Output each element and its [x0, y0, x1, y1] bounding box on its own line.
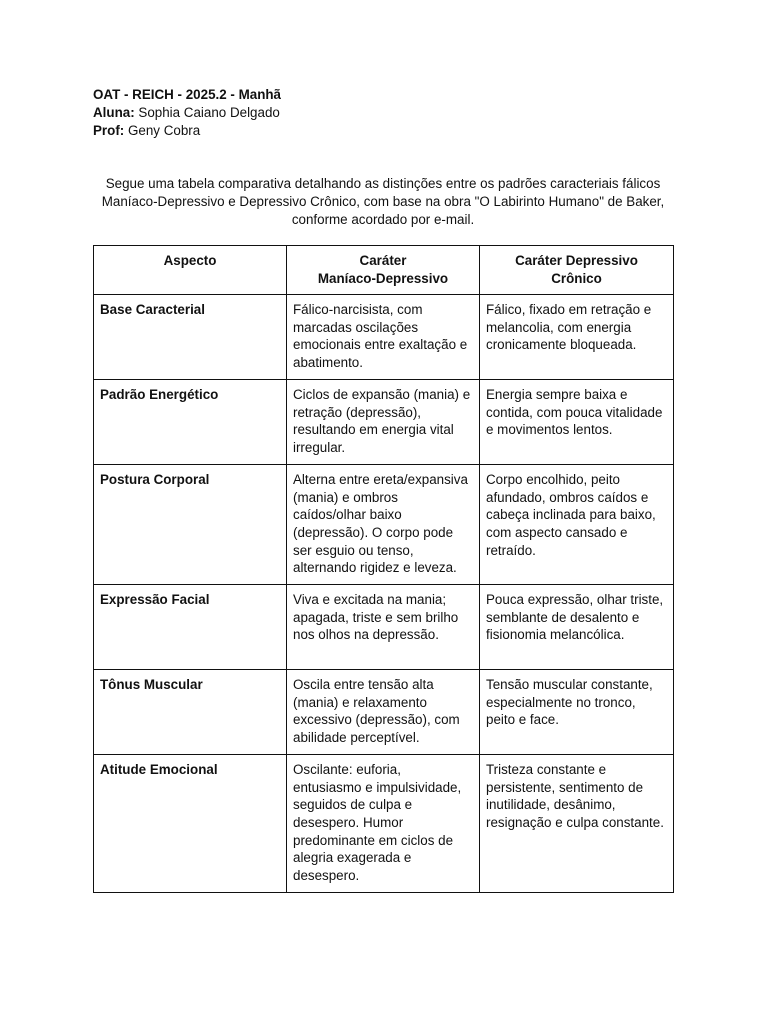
- row-aspect: Tônus Muscular: [94, 670, 287, 755]
- intro-paragraph: Segue uma tabela comparativa detalhando as distinções entre os padrões caracteriais fálicos Maníaco-Depressivo e Depressivo Crônico, com base na obra "O Labirinto Humano" de Baker, conforme acordado por e-mail.: [101, 176, 665, 227]
- table-row: [94, 585, 674, 670]
- row-aspect: Base Caracterial: [94, 295, 287, 380]
- header-aspect: [94, 246, 287, 295]
- row-chronic-cell: Fálico, fixado em retração e melancolia, com energia cronicamente bloqueada.: [480, 295, 674, 380]
- header-manic-depressive: [287, 246, 480, 295]
- header-manic-line1: Caráter: [359, 253, 407, 268]
- header-chronic-depressive: [480, 246, 674, 295]
- table-row: [94, 465, 674, 585]
- row-chronic-cell: Tristeza constante e persistente, sentimento de inutilidade, desânimo, resignação e culpa constante.: [480, 755, 674, 893]
- row-manic-cell: Oscilante: euforia, entusiasmo e impulsividade, seguidos de culpa e desespero. Humor predominante em ciclos de alegria exagerada e desespero.: [287, 755, 480, 893]
- row-aspect: Atitude Emocional: [94, 755, 287, 893]
- header-aspect-label: Aspecto: [163, 253, 217, 268]
- row-manic-cell: Oscila entre tensão alta (mania) e relaxamento excessivo (depressão), com abilidade perceptível.: [287, 670, 480, 755]
- document-header: [93, 86, 281, 140]
- document-title: OAT - REICH - 2025.2 - Manhã: [93, 87, 281, 102]
- table-header-row: [94, 246, 674, 295]
- table-row: [94, 670, 674, 755]
- row-manic-cell: Alterna entre ereta/expansiva (mania) e ombros caídos/olhar baixo (depressão). O corpo pode ser esguio ou tenso, alternando rigidez e leveza.: [287, 465, 480, 585]
- row-manic-cell: Viva e excitada na mania; apagada, triste e sem brilho nos olhos na depressão.: [287, 585, 480, 670]
- student-label: Aluna:: [93, 105, 135, 120]
- professor-name: Geny Cobra: [127, 123, 201, 138]
- student-name: Sophia Caiano Delgado: [138, 105, 280, 120]
- row-manic-cell: Fálico-narcisista, com marcadas oscilações emocionais entre exaltação e abatimento.: [287, 295, 480, 380]
- comparison-table: [93, 245, 674, 893]
- header-manic-line2: Maníaco-Depressivo: [317, 270, 449, 286]
- professor-label: Prof:: [93, 123, 125, 138]
- row-aspect: Expressão Facial: [94, 585, 287, 670]
- row-chronic-cell: Tensão muscular constante, especialmente no tronco, peito e face.: [480, 670, 674, 755]
- row-aspect: Padrão Energético: [94, 380, 287, 465]
- student-line: [93, 104, 281, 122]
- row-chronic-cell: Corpo encolhido, peito afundado, ombros caídos e cabeça inclinada para baixo, com aspecto cansado e retraído.: [480, 465, 674, 585]
- table-row: [94, 755, 674, 893]
- header-chronic-line1: Caráter Depressivo: [515, 253, 638, 268]
- row-chronic-cell: Pouca expressão, olhar triste, semblante de desalento e fisionomia melancólica.: [480, 585, 674, 670]
- row-aspect: Postura Corporal: [94, 465, 287, 585]
- header-chronic-line2: Crônico: [551, 270, 602, 286]
- table-row: [94, 295, 674, 380]
- row-manic-cell: Ciclos de expansão (mania) e retração (depressão), resultando em energia vital irregular.: [287, 380, 480, 465]
- table-row: [94, 380, 674, 465]
- row-chronic-cell: Energia sempre baixa e contida, com pouca vitalidade e movimentos lentos.: [480, 380, 674, 465]
- professor-line: [93, 122, 281, 140]
